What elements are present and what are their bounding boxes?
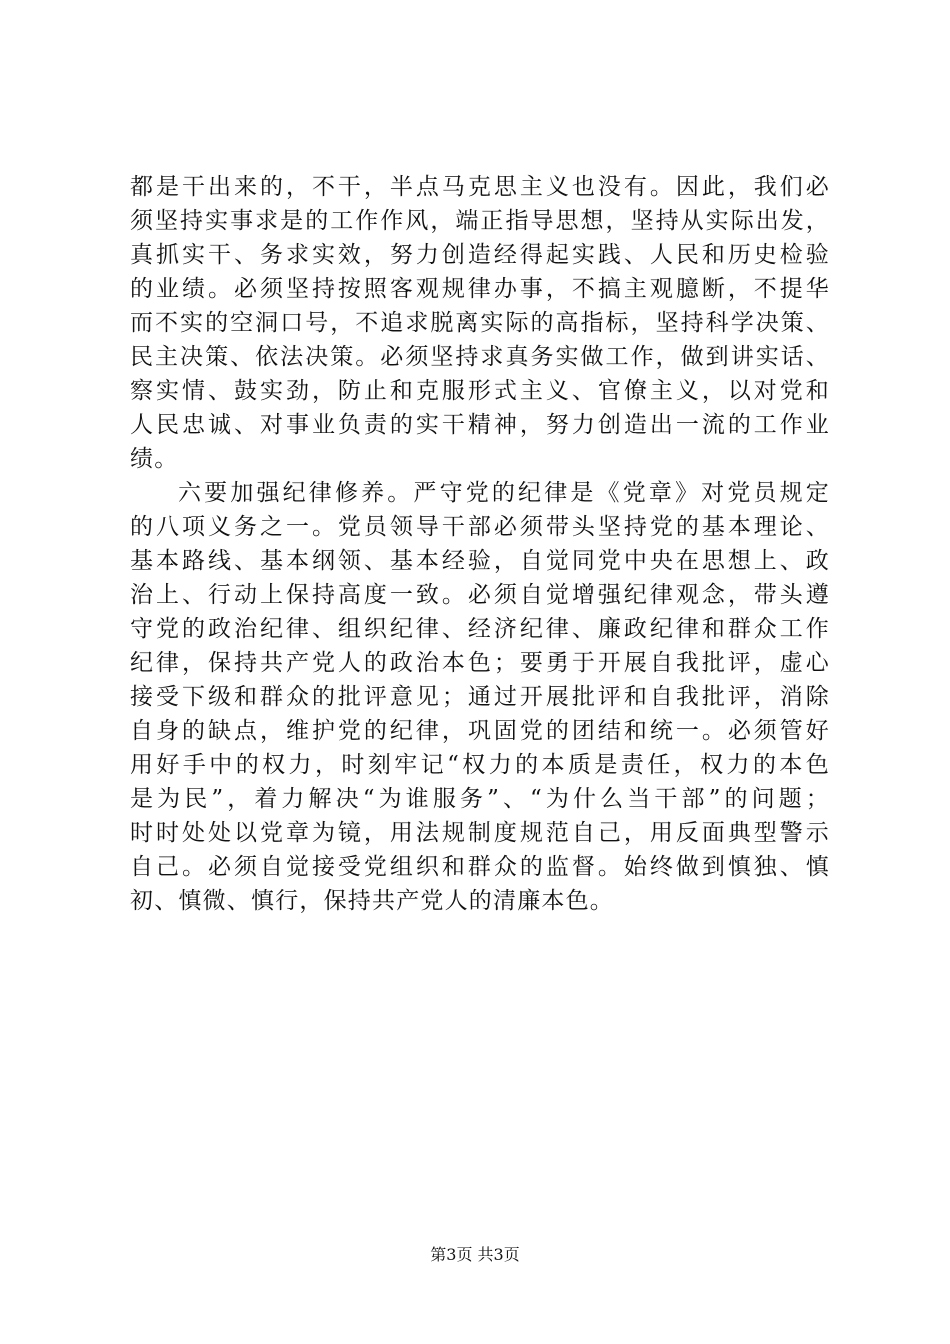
text-line: 的业绩。必须坚持按照客观规律办事，不搞主观臆断，不提华 (130, 276, 830, 302)
text-line: 是为民”，着力解决“为谁服务”、“为什么当干部”的问题； (130, 786, 830, 812)
text-line: 须坚持实事求是的工作作风，端正指导思想，坚持从实际出发， (130, 208, 830, 234)
paragraph-first-line: 六要加强纪律修养。严守党的纪律是《党章》对党员规定 (178, 480, 830, 506)
text-line: 守党的政治纪律、组织纪律、经济纪律、廉政纪律和群众工作 (130, 616, 830, 642)
text-line: 接受下级和群众的批评意见；通过开展批评和自我批评，消除 (130, 684, 830, 710)
text-line: 的八项义务之一。党员领导干部必须带头坚持党的基本理论、 (130, 514, 830, 540)
text-line: 人民忠诚、对事业负责的实干精神，努力创造出一流的工作业 (130, 412, 830, 438)
text-line: 绩。 (130, 446, 179, 472)
text-line: 真抓实干、务求实效，努力创造经得起实践、人民和历史检验 (130, 242, 830, 268)
text-line: 基本路线、基本纲领、基本经验，自觉同党中央在思想上、政 (130, 548, 830, 574)
text-line: 民主决策、依法决策。必须坚持求真务实做工作，做到讲实话、 (130, 344, 830, 370)
page-number-footer: 第3页 共3页 (430, 1245, 520, 1264)
text-line: 纪律，保持共产党人的政治本色；要勇于开展自我批评，虚心 (130, 650, 830, 676)
document-body (130, 170, 830, 918)
text-line: 都是干出来的，不干，半点马克思主义也没有。因此，我们必 (130, 174, 830, 200)
text-line: 治上、行动上保持高度一致。必须自觉增强纪律观念，带头遵 (130, 582, 830, 608)
text-line: 时时处处以党章为镜，用法规制度规范自己，用反面典型警示 (130, 820, 830, 846)
text-line: 自身的缺点，维护党的纪律，巩固党的团结和统一。必须管好 (130, 718, 830, 744)
text-line: 初、慎微、慎行，保持共产党人的清廉本色。 (130, 888, 614, 914)
text-line: 察实情、鼓实劲，防止和克服形式主义、官僚主义，以对党和 (130, 378, 830, 404)
text-line: 而不实的空洞口号，不追求脱离实际的高指标，坚持科学决策、 (130, 310, 830, 336)
text-line: 用好手中的权力，时刻牢记“权力的本质是责任，权力的本色 (130, 752, 830, 778)
text-line: 自己。必须自觉接受党组织和群众的监督。始终做到慎独、慎 (130, 854, 830, 880)
